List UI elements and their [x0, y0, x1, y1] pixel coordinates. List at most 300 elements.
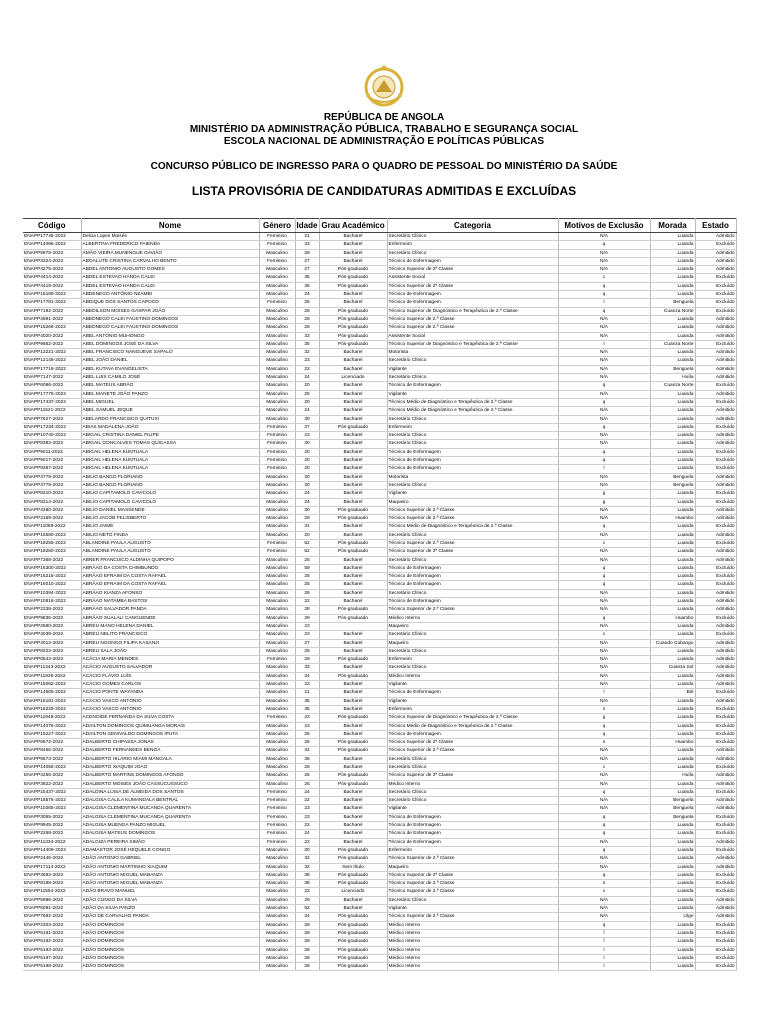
cell-category: Secretário Clínico [387, 797, 558, 805]
cell-age: 28 [295, 938, 319, 946]
cell-status: Admitido [695, 324, 736, 332]
table-row [23, 896, 736, 904]
cell-status: Admitido [695, 755, 736, 763]
cell-name: ABRÃAO MATAMBA BASTOS [81, 598, 259, 606]
cell-status: Admitido [695, 349, 736, 357]
cell-degree: Licenciado [319, 888, 387, 896]
table-row [23, 390, 736, 398]
cell-age: 38 [295, 880, 319, 888]
cell-status: Admitido [695, 905, 736, 913]
cell-address: Luanda [650, 448, 695, 456]
cell-degree: Bacharel [319, 257, 387, 265]
cell-gender: Masculino [259, 598, 295, 606]
cell-code: ENAPP4013-2022 [23, 639, 81, 647]
cell-name: ABRÃAO EFRAIM DA COSTA RAFAEL [81, 573, 259, 581]
cell-gender: Feminino [259, 805, 295, 813]
cell-code: ENAPP11443-2022 [23, 664, 81, 672]
cell-name: ABEDNEGO CALEI FAUSTINO DOMINGOS [81, 324, 259, 332]
table-row [23, 664, 736, 672]
table-row [23, 573, 736, 581]
cell-name: ADAMASTOR JOSÉ HEQUELE CONGO [81, 846, 259, 854]
cell-address: Huíla [650, 374, 695, 382]
cell-degree: Pós-graduado [319, 846, 387, 854]
cell-category: Técnico Superior de 2ª Classe [387, 266, 558, 274]
cell-status: Excluído [695, 564, 736, 572]
cell-category: Técnico de Enfermagem [387, 573, 558, 581]
table-row [23, 730, 736, 738]
cell-status: Admitido [695, 315, 736, 323]
cell-gender: Masculino [259, 398, 295, 406]
cell-degree: Pós-graduado [319, 656, 387, 664]
cell-degree: Bacharel [319, 249, 387, 257]
cell-status: Admitido [695, 374, 736, 382]
cell-age: 20 [295, 448, 319, 456]
cell-degree: Pós-graduado [319, 539, 387, 547]
cell-age: 22 [295, 797, 319, 805]
cell-age: 23 [295, 714, 319, 722]
cell-status: Excluído [695, 822, 736, 830]
cell-age: 30 [295, 415, 319, 423]
cell-code: ENAPP18260-2022 [23, 548, 81, 556]
cell-address: Luanda [650, 946, 695, 954]
cell-degree: Pós-graduado [319, 963, 387, 971]
cell-address: Cuanza Norte [650, 382, 695, 390]
cell-status: Admitido [695, 548, 736, 556]
cell-age: 22 [295, 838, 319, 846]
cell-code: ENAPP4255-2022 [23, 772, 81, 780]
table-row [23, 589, 736, 597]
table-row [23, 506, 736, 514]
cell-age: 20 [295, 465, 319, 473]
cell-exclusion-reason: g [558, 490, 650, 498]
cell-status: Admitido [695, 681, 736, 689]
table-header-row [23, 219, 736, 233]
cell-exclusion-reason: N/A [558, 797, 650, 805]
cell-age: 22 [295, 822, 319, 830]
cell-status: Admitido [695, 838, 736, 846]
cell-name: ABILIO JAIME [81, 523, 259, 531]
cell-status: Admitido [695, 233, 736, 241]
cell-gender: Masculino [259, 888, 295, 896]
cell-name: ABOALUTE CRISTINA CARVALHO BENTO [81, 257, 259, 265]
cell-gender: Masculino [259, 415, 295, 423]
cell-code: ENAPP9945-2022 [23, 822, 81, 830]
cell-address: Uíge [650, 913, 695, 921]
cell-status: Excluído [695, 689, 736, 697]
cell-category: Secretário Clínico [387, 755, 558, 763]
cell-gender: Masculino [259, 739, 295, 747]
cell-address: Bié [650, 689, 695, 697]
cell-code: ENAPP2590-2022 [23, 622, 81, 630]
cell-code: ENAPP4020-2022 [23, 332, 81, 340]
cell-exclusion-reason: c [558, 631, 650, 639]
cell-category: Técnico Superior de 2ª Classe [387, 548, 558, 556]
cell-category: Técnico de Enfermagem [387, 299, 558, 307]
cell-status: Excluído [695, 282, 736, 290]
cell-address: Luanda [650, 274, 695, 282]
cell-category: Técnico de Enfermagem [387, 257, 558, 265]
cell-gender: Masculino [259, 498, 295, 506]
cell-status: Excluído [695, 490, 736, 498]
cell-degree: Bacharel [319, 473, 387, 481]
cell-address: Cuando Cubango [650, 639, 695, 647]
table-row [23, 365, 736, 373]
contest-title: CONCURSO PÚBLICO DE INGRESSO PARA O QUADRO DE PESSOAL DO MINISTÉRIO DA SAÚDE [150, 161, 618, 172]
cell-gender: Masculino [259, 291, 295, 299]
cell-gender: Masculino [259, 747, 295, 755]
cell-exclusion-reason: N/A [558, 332, 650, 340]
cell-category: Técnico Superior de 2ª Classe [387, 739, 558, 747]
cell-code: ENAPP11554-2022 [23, 888, 81, 896]
cell-name: ABDEL ESTEVAO HANDA CALEI [81, 274, 259, 282]
cell-age: 34 [295, 672, 319, 680]
cell-degree: Bacharel [319, 432, 387, 440]
cell-exclusion-reason: l [558, 963, 650, 971]
cell-category: Técnico de Enfermagem [387, 822, 558, 830]
cell-degree: Pós-graduado [319, 332, 387, 340]
cell-age: 23 [295, 722, 319, 730]
cell-degree: Bacharel [319, 598, 387, 606]
cell-gender: Masculino [259, 946, 295, 954]
cell-exclusion-reason: N/A [558, 896, 650, 904]
cell-status: Admitido [695, 432, 736, 440]
cell-exclusion-reason: g [558, 714, 650, 722]
cell-exclusion-reason: q [558, 564, 650, 572]
cell-code: ENAPP6091-2022 [23, 905, 81, 913]
cell-gender: Masculino [259, 515, 295, 523]
column-header-status: Estado [695, 219, 736, 233]
cell-code: ENAPP2268-2022 [23, 830, 81, 838]
page-title: LISTA PROVISÓRIA DE CANDIDATURAS ADMITIDAS E EXCLUÍDAS [191, 184, 577, 198]
cell-gender: Masculino [259, 631, 295, 639]
cell-address: Luanda [650, 249, 695, 257]
cell-address: Luanda [650, 357, 695, 365]
cell-degree: Bacharel [319, 764, 387, 772]
cell-gender: Masculino [259, 357, 295, 365]
cell-age: 27 [295, 266, 319, 274]
table-row [23, 929, 736, 937]
cell-name: ADÃO CUNGO DA SILVA [81, 896, 259, 904]
cell-status: Excluído [695, 846, 736, 854]
cell-exclusion-reason: N/A [558, 407, 650, 415]
table-row [23, 639, 736, 647]
cell-age: 26 [295, 780, 319, 788]
cell-status: Admitido [695, 639, 736, 647]
cell-age: 28 [295, 324, 319, 332]
cell-age: 28 [295, 249, 319, 257]
cell-age: 52 [295, 548, 319, 556]
cell-code: ENAPP4275-2022 [23, 266, 81, 274]
cell-age: 20 [295, 398, 319, 406]
cell-degree: Bacharel [319, 681, 387, 689]
cell-name: ACENOIDE FERNANDA DA SILVA COSTA [81, 714, 259, 722]
cell-gender: Masculino [259, 506, 295, 514]
cell-category: Secretário Clínico [387, 249, 558, 257]
cell-code: ENAPP11069-2022 [23, 523, 81, 531]
table-row [23, 548, 736, 556]
column-header-degree: Grau Académico [319, 219, 387, 233]
cell-status: Admitido [695, 506, 736, 514]
cell-degree: Pós-graduado [319, 506, 387, 514]
cell-status: Admitido [695, 556, 736, 564]
cell-address: Luanda [650, 531, 695, 539]
cell-age: 28 [295, 929, 319, 937]
cell-status: Admitido [695, 780, 736, 788]
cell-name: ADALBERTO HILÁRIO MIAMI MANGALA [81, 755, 259, 763]
cell-status: Excluído [695, 307, 736, 315]
table-row [23, 332, 736, 340]
cell-exclusion-reason: N/A [558, 349, 650, 357]
cell-exclusion-reason: N/A [558, 589, 650, 597]
cell-code: ENAPP8310-2022 [23, 490, 81, 498]
table-row [23, 307, 736, 315]
cell-address: Luanda [650, 672, 695, 680]
cell-code: ENAPP5986-2022 [23, 896, 81, 904]
cell-address: Luanda [650, 705, 695, 713]
cell-name: ABRÃAO SALVADOR PANDA [81, 606, 259, 614]
cell-exclusion-reason: N/A [558, 747, 650, 755]
cell-address: Huambo [650, 515, 695, 523]
school-title: ESCOLA NACIONAL DE ADMINISTRAÇÃO E POLÍTICAS PÚBLICAS [223, 136, 545, 147]
cell-name: ABDEL ESTEVAO HANDA CALEI [81, 282, 259, 290]
cell-gender: Masculino [259, 374, 295, 382]
cell-degree: Pós-graduado [319, 871, 387, 879]
cell-name: Delcia Lopes Moisés [81, 233, 259, 241]
cell-gender: Feminino [259, 465, 295, 473]
cell-degree: Pós-graduado [319, 772, 387, 780]
cell-exclusion-reason: q [558, 398, 650, 406]
table-row [23, 415, 736, 423]
cell-category: Técnico Superior de 2ª Classe [387, 772, 558, 780]
cell-status: Admitido [695, 697, 736, 705]
cell-exclusion-reason: c [558, 539, 650, 547]
cell-category: Enfermeiro [387, 705, 558, 713]
cell-address: Luanda [650, 257, 695, 265]
cell-category: Vigilante [387, 365, 558, 373]
cell-code: ENAPP6572-2022 [23, 739, 81, 747]
cell-name: ABREU NELITO FRANCISCO [81, 631, 259, 639]
cell-code: ENAPP2446-2022 [23, 855, 81, 863]
cell-gender: Masculino [259, 523, 295, 531]
cell-address: Luanda [650, 581, 695, 589]
cell-category: Técnico Superior de 2ª Classe [387, 282, 558, 290]
cell-gender: Masculino [259, 855, 295, 863]
cell-status: Excluído [695, 274, 736, 282]
cell-exclusion-reason: g [558, 498, 650, 506]
cell-category: Técnico de Enfermagem [387, 465, 558, 473]
cell-name: ADALGIZA PEREIRA SIMÃO [81, 838, 259, 846]
cell-name: ALBERTINA FREDERICO FAIENDA [81, 241, 259, 249]
cell-gender: Masculino [259, 772, 295, 780]
cell-age: 30 [295, 506, 319, 514]
cell-address: Luanda [650, 415, 695, 423]
cell-status: Excluído [695, 498, 736, 506]
cell-degree: Bacharel [319, 233, 387, 241]
cell-age: 33 [295, 241, 319, 249]
table-row [23, 813, 736, 821]
cell-name: ABILIO CAPITAMOLO CAVICOLO [81, 498, 259, 506]
cell-degree: Bacharel [319, 382, 387, 390]
cell-degree: Bacharel [319, 730, 387, 738]
cell-gender: Feminino [259, 257, 295, 265]
cell-category: Técnico Médio de Diagnóstico e Terapêutica de 2.ª Classe [387, 722, 558, 730]
cell-degree: Bacharel [319, 357, 387, 365]
cell-exclusion-reason: l [558, 299, 650, 307]
cell-address: Luanda [650, 490, 695, 498]
cell-name: ADÃO DA SILVA PANZO [81, 905, 259, 913]
cell-address: Luanda [650, 888, 695, 896]
cell-name: ABILIO NETO FINDA [81, 531, 259, 539]
cell-age: 28 [295, 921, 319, 929]
cell-address: Luanda [650, 780, 695, 788]
cell-code: ENAPP17776-2022 [23, 390, 81, 398]
table-row [23, 515, 736, 523]
cell-exclusion-reason: N/A [558, 249, 650, 257]
cell-category: Enfermeiro [387, 423, 558, 431]
cell-category: Técnico Superior de 2.ª Classe [387, 888, 558, 896]
cell-status: Excluído [695, 946, 736, 954]
cell-name: ABEL LUIS CAMILO JOSÉ [81, 374, 259, 382]
table-row [23, 954, 736, 962]
cell-gender: Masculino [259, 689, 295, 697]
cell-category: Motorista [387, 473, 558, 481]
cell-address: Luanda [650, 747, 695, 755]
cell-category: Técnico de Enfermagem [387, 564, 558, 572]
cell-gender: Feminino [259, 813, 295, 821]
cell-gender: Masculino [259, 921, 295, 929]
cell-status: Admitido [695, 855, 736, 863]
cell-address: Luanda [650, 764, 695, 772]
cell-age: 28 [295, 946, 319, 954]
table-row [23, 473, 736, 481]
cell-age: 26 [295, 772, 319, 780]
cell-category: Secretário Clínico [387, 374, 558, 382]
cell-age: 37 [295, 423, 319, 431]
cell-degree: Pós-graduado [319, 274, 387, 282]
table-row [23, 349, 736, 357]
cell-gender: Masculino [259, 672, 295, 680]
cell-address: Luanda [650, 324, 695, 332]
cell-code: ENAPP12148-2022 [23, 357, 81, 365]
cell-address: Luanda [650, 539, 695, 547]
cell-name: ABNER FRANCISCO ALDINHA QUIPOPO [81, 556, 259, 564]
cell-status: Admitido [695, 805, 736, 813]
cell-exclusion-reason: q [558, 457, 650, 465]
cell-address: Luanda [650, 896, 695, 904]
cell-name: ADALBERTO MOISÉS JOÃO CASSUCUSSUCO [81, 780, 259, 788]
cell-age: 38 [295, 871, 319, 879]
cell-name: ADALBERTO FERNANDES BENGA [81, 747, 259, 755]
cell-category: Técnico de Enfermagem [387, 813, 558, 821]
cell-status: Admitido [695, 772, 736, 780]
cell-code: ENAPP16225-2022 [23, 705, 81, 713]
cell-name: ABREU MANO HELENA DANIEL [81, 622, 259, 630]
cell-address: Huambo [650, 614, 695, 622]
cell-exclusion-reason: l [558, 465, 650, 473]
column-header-age: Idade [295, 219, 319, 233]
cell-gender: Masculino [259, 307, 295, 315]
cell-address: Luanda [650, 954, 695, 962]
cell-code: ENAPP16300-2022 [23, 564, 81, 572]
cell-degree: Bacharel [319, 531, 387, 539]
cell-degree: Bacharel [319, 722, 387, 730]
cell-gender: Masculino [259, 622, 295, 630]
cell-age: 32 [295, 855, 319, 863]
cell-address: Luanda [650, 233, 695, 241]
cell-exclusion-reason: N/A [558, 481, 650, 489]
cell-exclusion-reason: N/A [558, 315, 650, 323]
cell-age: 22 [295, 365, 319, 373]
cell-status: Excluído [695, 705, 736, 713]
cell-exclusion-reason: l [558, 954, 650, 962]
cell-name: ADALGISA CLEMENTINA MUCANDA QUARENTA [81, 813, 259, 821]
cell-code: ENAPP9011-2022 [23, 448, 81, 456]
cell-age: 23 [295, 357, 319, 365]
table-row [23, 871, 736, 879]
cell-status: Excluído [695, 888, 736, 896]
cell-category: Médico Interno [387, 963, 558, 971]
cell-gender: Masculino [259, 929, 295, 937]
cell-status: Excluído [695, 714, 736, 722]
cell-gender: Feminino [259, 448, 295, 456]
cell-category: Secretário Clínico [387, 531, 558, 539]
table-row [23, 722, 736, 730]
cell-status: Admitido [695, 622, 736, 630]
cell-address: Luanda [650, 755, 695, 763]
cell-name: ABIGAIL HELENA KUNTUALA [81, 465, 259, 473]
cell-code: ENAPP4891-2022 [23, 315, 81, 323]
cell-gender: Masculino [259, 954, 295, 962]
cell-exclusion-reason: l [558, 689, 650, 697]
cell-code: ENAPP15266-2022 [23, 324, 81, 332]
cell-age: 33 [295, 332, 319, 340]
cell-age: 35 [295, 274, 319, 282]
cell-exclusion-reason: l [558, 340, 650, 348]
cell-address: Cuanza Sul [650, 664, 695, 672]
cell-exclusion-reason: N/A [558, 647, 650, 655]
cell-age: 21 [295, 233, 319, 241]
cell-code: ENAPP8314-2022 [23, 498, 81, 506]
cell-gender: Masculino [259, 349, 295, 357]
cell-age: 32 [295, 349, 319, 357]
cell-name: ABRÃAO SUALALI CANGUENDE [81, 614, 259, 622]
cell-address: Luanda [650, 457, 695, 465]
cell-age: 23 [295, 813, 319, 821]
cell-name: ABIGAIL CRISTINA DANIEL FILIPE [81, 432, 259, 440]
cell-age: 26 [295, 589, 319, 597]
cell-name: ADALGISA CLEMENTINA MUCANDA QUARENTA [81, 805, 259, 813]
cell-category: Técnico Superior de 2.ª Classe [387, 315, 558, 323]
table-row [23, 880, 736, 888]
cell-degree: Bacharel [319, 813, 387, 821]
cell-status: Excluído [695, 241, 736, 249]
cell-category: Secretário Clínico [387, 481, 558, 489]
cell-age: 20 [295, 382, 319, 390]
cell-category: Maqueiro [387, 639, 558, 647]
table-row [23, 714, 736, 722]
cell-degree: Pós-graduado [319, 913, 387, 921]
cell-code: ENAPP8382-2022 [23, 440, 81, 448]
cell-gender: Masculino [259, 664, 295, 672]
cell-status: Excluído [695, 722, 736, 730]
column-header-name: Nome [81, 219, 259, 233]
cell-name: ABIGAIL HELENA KUNTUALA [81, 448, 259, 456]
cell-address: Luanda [650, 423, 695, 431]
cell-gender: Feminino [259, 440, 295, 448]
cell-name: ADÃO ANTONIO MIGUEL MABANZA [81, 880, 259, 888]
cell-gender: Masculino [259, 863, 295, 871]
cell-gender: Feminino [259, 233, 295, 241]
